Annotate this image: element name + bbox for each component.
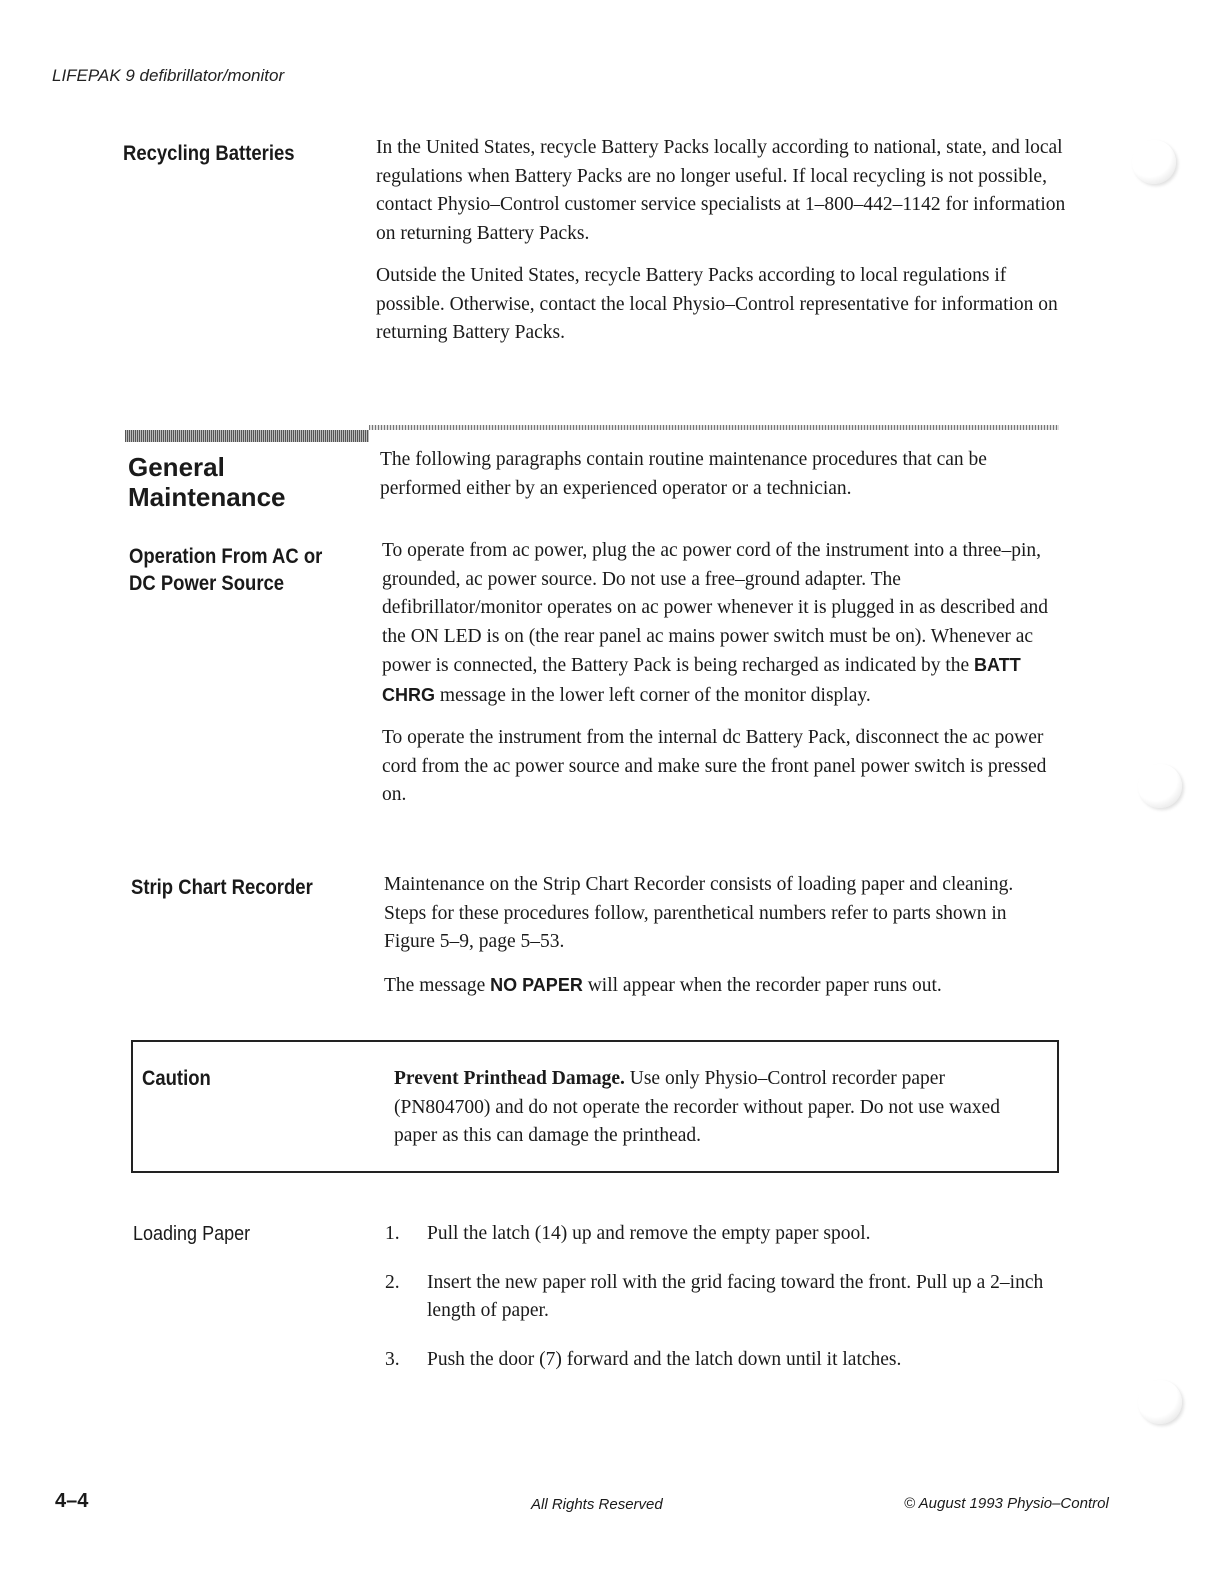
batt-chrg-message: BATT CHRG [382,655,1021,705]
power-heading-line-1: Operation From AC or [129,545,323,568]
loading-step-1 [385,1220,871,1248]
strip-chart-recorder-heading: Strip Chart Recorder [131,876,313,899]
step-text: Push the door (7) forward and the latch down until it latches. [427,1349,902,1370]
general-heading-line-1: General [128,452,225,482]
recorder-paragraph-1: Maintenance on the Strip Chart Recorder consists of loading paper and cleaning. Steps for these procedures follow, parenthetical numbers refer to parts shown in Figure 5–9, page 5–53. [384,874,1014,952]
copyright-notice: © August 1993 Physio–Control [904,1495,1109,1512]
step-number: 1. [385,1223,400,1244]
section-rule-light [369,425,1059,430]
recorder-paragraph-2-start: The message [384,974,491,996]
binder-hole-middle [1138,764,1182,808]
recorder-body [384,871,1054,1014]
power-paragraph-1 [382,537,1062,710]
recycling-heading: Recycling Batteries [123,142,295,165]
recycling-body [376,134,1066,362]
recorder-paragraph-2 [384,971,1054,1001]
power-source-body [382,537,1062,824]
power-paragraph-1-start: To operate from ac power, plug the ac power cord of the instrument into a three–pin, grounded, ac power source. Do not use a free–ground adapter. The defibrillator/monitor operates on ac power whenever it is plugged in as described and the ON LED is on (the rear panel ac mains power switch must be on). Whenever ac power is connected, the Battery Pack is being recharged as indicated by the [382,540,1049,676]
step-number: 2. [385,1272,400,1293]
caution-lead: Prevent Printhead Damage. [394,1068,625,1089]
power-paragraph-1-end: message in the lower left corner of the monitor display. [435,684,871,706]
section-rule-dark [125,430,369,442]
caution-body: Use only Physio–Control recorder paper (PN804700) and do not operate the recorder without paper. Do not use waxed paper as this can damage the printhead. [394,1068,1000,1146]
general-intro [380,446,1060,517]
recycling-paragraph-2: Outside the United States, recycle Battery Packs according to local regulations if possible. Otherwise, contact the local Physio–Control representative for information on returning Battery Packs. [376,265,1058,343]
running-header: LIFEPAK 9 defibrillator/monitor [52,66,285,85]
caution-label: Caution [142,1067,211,1090]
rights-notice: All Rights Reserved [531,1496,663,1513]
recycling-paragraph-1: In the United States, recycle Battery Packs locally according to national, state, and local regulations when Battery Packs are no longer useful. If local recycling is not possible, contact Physio–Control customer service specialists at 1–800–442–1142 for information on returning Battery Packs. [376,137,1066,244]
caution-paragraph [394,1065,1034,1151]
step-text: Pull the latch (14) up and remove the empty paper spool. [427,1223,871,1244]
binder-hole-top [1132,140,1176,184]
general-maintenance-heading [128,452,286,512]
loading-step-2 [385,1269,1044,1321]
no-paper-message: NO PAPER [490,974,583,995]
general-intro-paragraph: The following paragraphs contain routine maintenance procedures that can be performed either by an experienced operator or a technician. [380,449,987,499]
loading-step-3 [385,1346,902,1374]
recorder-paragraph-2-end: will appear when the recorder paper runs out. [582,974,942,996]
step-number: 3. [385,1349,400,1370]
power-source-heading [129,543,322,597]
power-heading-line-2: DC Power Source [129,572,285,595]
binder-hole-bottom [1138,1380,1182,1424]
step-text: Insert the new paper roll with the grid facing toward the front. Pull up a 2–inch length of paper. [427,1272,1044,1321]
page-number: 4–4 [55,1490,89,1512]
general-heading-line-2: Maintenance [128,482,286,512]
power-paragraph-2: To operate the instrument from the internal dc Battery Pack, disconnect the ac power cord from the ac power source and make sure the front panel power switch is pressed on. [382,727,1047,805]
caution-text [394,1065,1034,1151]
loading-paper-heading: Loading Paper [133,1223,251,1245]
